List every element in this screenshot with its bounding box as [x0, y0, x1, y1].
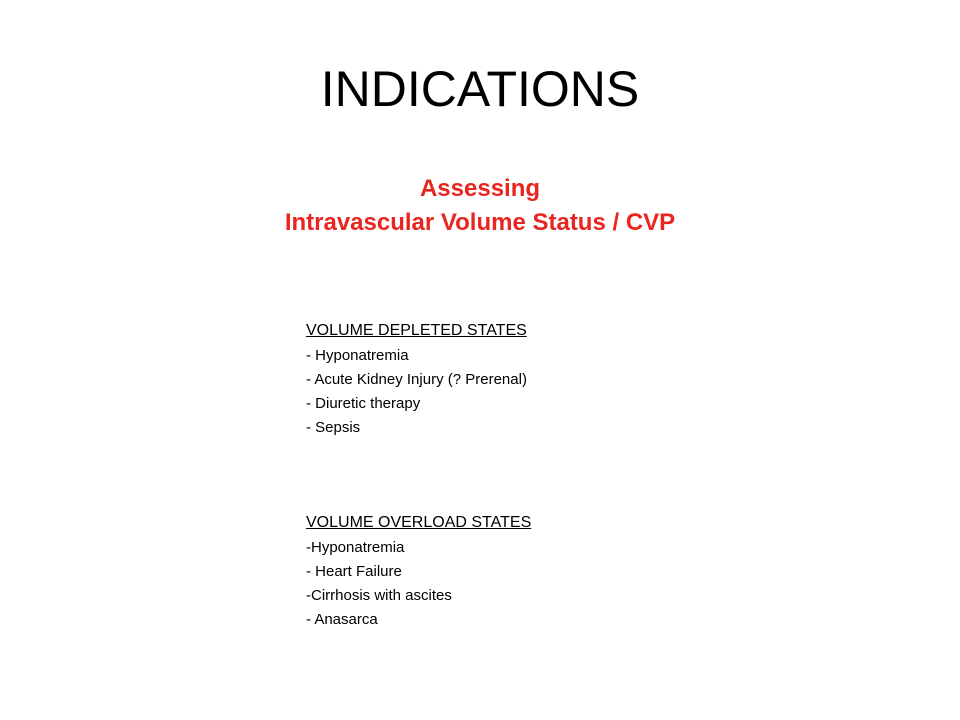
list-item: - Acute Kidney Injury (? Prerenal) [306, 371, 527, 388]
list-item: - Diuretic therapy [306, 395, 421, 412]
list-item: - Sepsis [306, 419, 361, 436]
subtitle-line-2: Intravascular Volume Status / CVP [284, 209, 676, 236]
list-item: - Hyponatremia [306, 347, 409, 364]
slide-subtitle [0, 172, 960, 240]
volume-depleted-list [306, 344, 706, 440]
subtitle-line-1: Assessing [419, 175, 541, 202]
volume-overload-section [306, 512, 706, 632]
volume-depleted-heading: VOLUME DEPLETED STATES [306, 322, 527, 339]
volume-overload-heading: VOLUME OVERLOAD STATES [306, 514, 532, 531]
list-item: - Anasarca [306, 611, 378, 628]
list-item: -Hyponatremia [306, 539, 405, 556]
list-item: - Heart Failure [306, 563, 402, 580]
volume-overload-list [306, 536, 706, 632]
volume-depleted-section [306, 320, 706, 440]
list-item: -Cirrhosis with ascites [306, 587, 452, 604]
slide-title: INDICATIONS [320, 61, 640, 117]
